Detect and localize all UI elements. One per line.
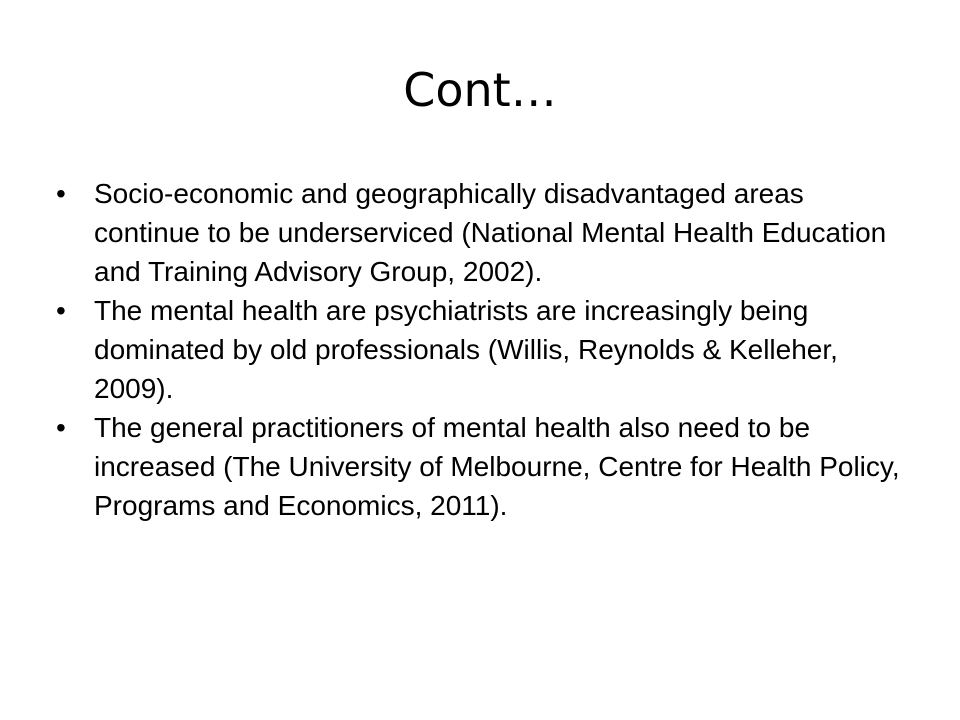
bullet-item-1 [56, 174, 916, 291]
bullet-item-2 [56, 291, 916, 408]
bullet-item-3 [56, 408, 916, 525]
bullet-marker: • [56, 178, 66, 209]
bullet-list [56, 174, 916, 525]
bullet-text-1: Socio-economic and geographically disadvantaged areas continue to be underserviced (National Mental Health Education and Training Advisory Group, 2002). [94, 178, 887, 287]
bullet-marker: • [56, 295, 66, 326]
bullet-text-2: The mental health are psychiatrists are increasingly being dominated by old professionals (Willis, Reynolds & Kelleher, 2009). [94, 295, 838, 404]
bullet-text-3: The general practitioners of mental health also need to be increased (The University of Melbourne, Centre for Health Policy, Programs and Economics, 2011). [94, 412, 900, 521]
bullet-marker: • [56, 412, 66, 443]
slide-title: Cont… [403, 63, 557, 117]
